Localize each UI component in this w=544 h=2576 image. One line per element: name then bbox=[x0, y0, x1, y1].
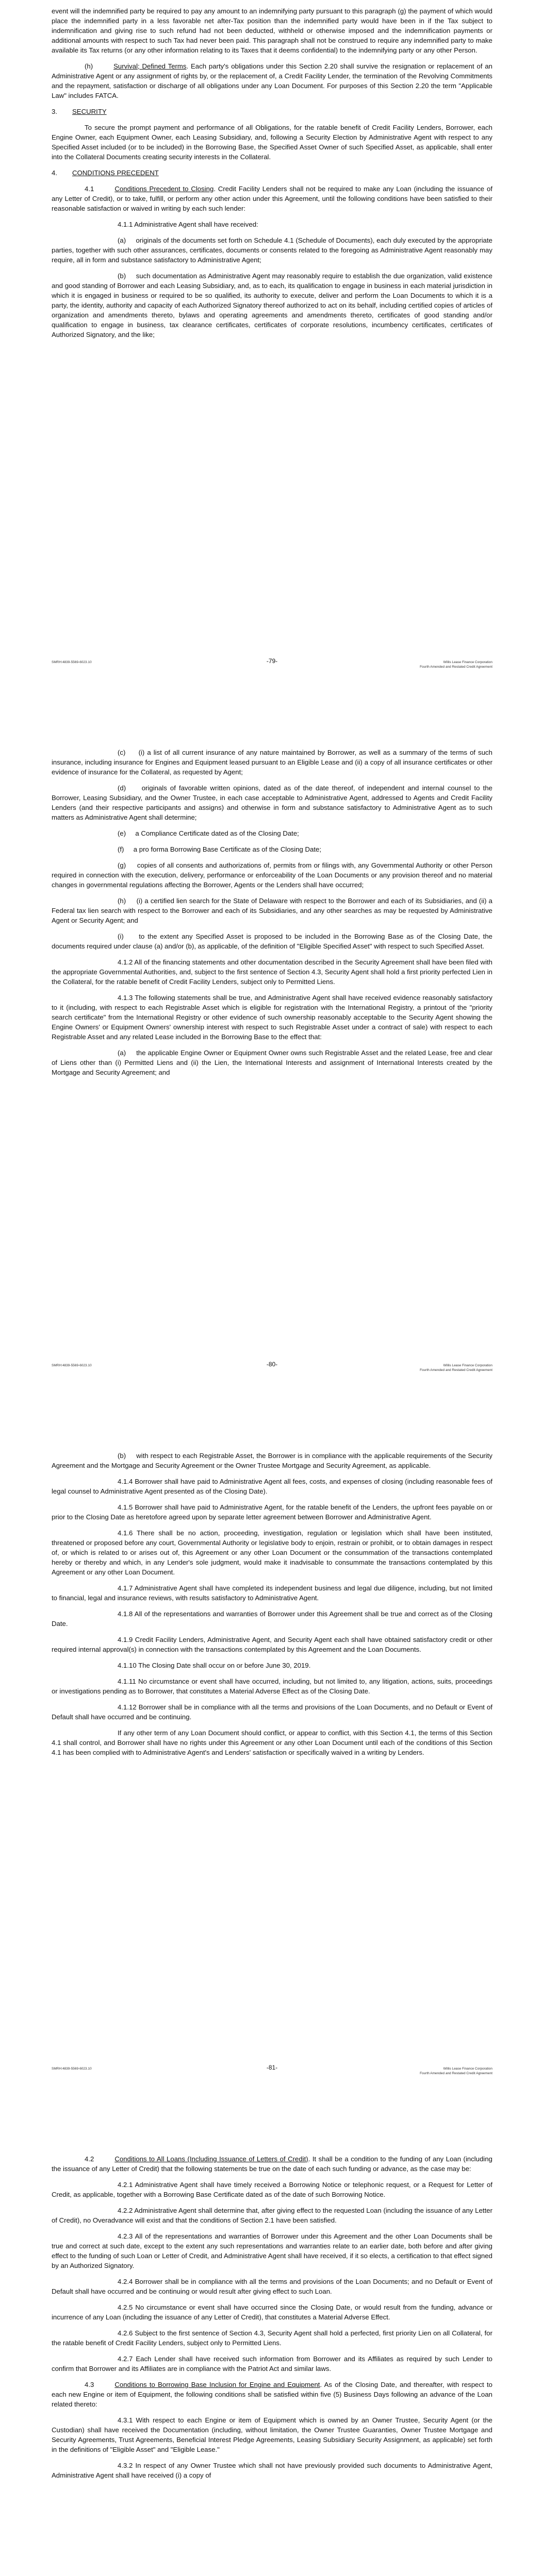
paragraph-4-1: 4.1 Conditions Precedent to Closing. Credit Facility Lenders shall not be required to make any Loan (including the issuance of any Letter of Credit), or to take, fulfill, or perform any other action under this Agreement, until the following conditions have been satisfied to their reasonable satisfaction or waived in writing by each such lender: bbox=[52, 185, 492, 212]
page-number: -80- bbox=[266, 1361, 278, 1368]
clause-number: 4.3 bbox=[85, 2381, 94, 2388]
section-title: CONDITIONS PRECEDENT bbox=[72, 169, 159, 177]
paragraph: (a) the applicable Engine Owner or Equipment Owner owns such Registrable Asset and the related Lease, free and clear of Liens other than (i) Permitted Liens and (ii) the Lien, the International Interests and assignment of International Interests created by the Mortgage and Security Agreement; and bbox=[52, 1049, 492, 1076]
paragraph-4-2: 4.2 Conditions to All Loans (Including Issuance of Letters of Credit). It shall be a condition to the funding of any Loan (including the issuance of any Letter of Credit) that the following statements be true on the date of each such funding or advance, as the case may be: bbox=[52, 2155, 493, 2173]
paragraph: 4.1.1 Administrative Agent shall have received: bbox=[118, 221, 258, 228]
paragraph: (b) such documentation as Administrative Agent may reasonably require to establish the due organization, valid existence and good standing of Borrower and each Leasing Subsidiary, and, as to each, its qualification to engage in business in each material jurisdiction in which it is engaged in business or required to be so qualified, its authority to execute, deliver and perform the Loan Documents to which it is a party, the identity, authority and capacity of each Authorized Signatory thereof authorized to act on its behalf, including certified copies of articles of organization and amendments thereto, bylaws and operating agreements and amendments thereto, certificates of good standing and/or qualification to engage in business, tax clearance certificates, certificates of corporate resolutions, incumbency certificates, certificates of Authorized Signatory, and the like; bbox=[52, 272, 492, 338]
paragraph: 4.2.5 No circumstance or event shall have occurred since the Closing Date, or would result from the funding, advance or incurrence of any Loan (including the issuance of any Letter of Credit), that constitutes a Material Adverse Effect. bbox=[52, 2303, 492, 2321]
firm-caption bbox=[420, 1363, 492, 1372]
section-heading-3 bbox=[52, 107, 492, 116]
section-title: SECURITY bbox=[72, 108, 107, 115]
paragraph: 4.2.2 Administrative Agent shall determine that, after giving effect to the requested Loan (including the issuance of any Letter of Credit), no Overadvance will exist and that the conditions of Section 2.1 have been satisfied. bbox=[52, 2207, 492, 2224]
clause-text: As of the Closing Date, and thereafter, with respect to each new Engine or item of Equipment, the following conditions shall be satisfied within five (5) Business Days following an advance of the Loan related thereto: bbox=[52, 2381, 492, 2408]
firm-line-2: Fourth Amended and Restated Credit Agreement bbox=[420, 665, 492, 669]
paragraph: 4.3.2 In respect of any Owner Trustee which shall not have previously provided such documents to Administrative Agent, Administrative Agent shall have received (i) a copy of bbox=[52, 2462, 492, 2479]
page-body bbox=[52, 1451, 492, 1764]
page-81 bbox=[0, 1406, 544, 2110]
paragraph: (d) originals of favorable written opinions, dated as of the date thereof, of independent and internal counsel to the Borrower, Leasing Subsidiary, and the Owner Trustee, in each case acceptable to Administrative Agent, addressed to Agents and Credit Facility Lenders (and their respective participants and assigns) and otherwise in form and substance satisfactory to Administrative Agent as to such matters as Administrative Agent shall determine; bbox=[52, 784, 492, 821]
firm-line-2: Fourth Amended and Restated Credit Agreement bbox=[420, 1368, 492, 1372]
paragraph: event will the indemnified party be required to pay any amount to an indemnifying party pursuant to this paragraph (g) the payment of which would place the indemnified party in a less favorable net after-Tax position than the indemnified party would have been in if the Tax subject to indemnification and giving rise to such refund had not been deducted, withheld or otherwise imposed and the indemnification payments or additional amounts with respect to such Tax had never been paid. This paragraph shall not be construed to require any indemnified party to make available its Tax returns (or any other information relating to its Taxes that it deems confidential) to the indemnifying party or any other Person. bbox=[52, 7, 492, 54]
clause-title: Conditions Precedent to Closing bbox=[114, 185, 214, 193]
clause-text: Each party's obligations under this Section 2.20 shall survive the resignation or replacement of an Administrative Agent or any assignment of rights by, or the replacement of, a Credit Facility Lender, the termination of the Revolving Commitments and the repayment, satisfaction or discharge of all obligations under any Loan Document. For purposes of this Section 2.20 the term "Applicable Law" includes FATCA. bbox=[52, 62, 492, 99]
paragraph: To secure the prompt payment and performance of all Obligations, for the ratable benefit of Credit Facility Lenders, Borrower, each Engine Owner, each Equipment Owner, each Leasing Subsidiary, and, following a Security Election by Administrative Agent with respect to any Specified Asset included (or to be included) in the Borrowing Base, the Specified Asset Owner of such Specified Asset, as applicable, shall enter into the Collateral Documents creating security interests in the Collateral. bbox=[52, 124, 492, 161]
clause-text: Credit Facility Lenders shall not be required to make any Loan (including the issuance of any Letter of Credit), or to take, fulfill, or perform any other action under this Agreement, until the following conditions have been satisfied to their reasonable satisfaction or waived in writing by each such lender: bbox=[52, 185, 492, 212]
section-number: 3. bbox=[52, 108, 57, 115]
clause-number: 4.1 bbox=[85, 185, 94, 193]
paragraph: 4.1.8 All of the representations and warranties of Borrower under this Agreement shall be true and correct as of the Closing Date. bbox=[52, 1610, 492, 1628]
page-footer bbox=[52, 657, 492, 672]
page-footer bbox=[52, 1363, 492, 1376]
paragraph: 4.1.2 All of the financing statements and other documentation described in the Security Agreement shall have been filed with the appropriate Governmental Authorities, and, subject to the first sentence of Section 4.3, Security Agent shall hold a first priority perfected Lien in the Collateral, for the ratable benefit of Credit Facility Lenders, subject only to Permitted Liens. bbox=[52, 958, 492, 986]
clause-number: 4.2 bbox=[85, 2155, 94, 2163]
clause-text: It shall be a condition to the funding of any Loan (including the issuance of any Letter of Credit) that the following statements be true on the date of each such funding or advance, as the case may be: bbox=[52, 2155, 493, 2173]
clause-title: Survival; Defined Terms bbox=[113, 62, 187, 70]
document-id: SMRH:4839-5569-6023.10 bbox=[52, 2067, 92, 2071]
page-body bbox=[52, 6, 492, 346]
page-82 bbox=[0, 2110, 544, 2576]
document-id: SMRH:4839-5569-6023.10 bbox=[52, 1364, 92, 1367]
paragraph: (c) (i) a list of all current insurance of any nature maintained by Borrower, as well as a summary of the terms of such insurance, including insurance for Engines and Equipment leased pursuant to an Eligible Lease and (ii) a copy of all insurance certificates or other evidence of insurance for the Collateral, as requested by Agent; bbox=[52, 749, 492, 776]
paragraph: 4.2.7 Each Lender shall have received such information from Borrower and its Affiliates as required by such Lender to confirm that Borrower and its Affiliates are in compliance with the Patriot Act and similar laws. bbox=[52, 2355, 492, 2372]
page-body bbox=[52, 748, 492, 1083]
paragraph: (f) a pro forma Borrowing Base Certificate as of the Closing Date; bbox=[118, 845, 322, 853]
paragraph: 4.3.1 With respect to each Engine or item of Equipment which is owned by an Owner Trustee, Security Agent (or the Custodian) shall have received the Documentation (including, without limitation, the Owner Trustee Guaranties, Owner Trustee Mortgage and Security Agreements, Trust Agreements, Beneficial Interest Pledge Agreements, Leasing Subsidiary Security Assignment, as applicable) set forth in the definitions of "Eligible Asset" and "Eligible Lease." bbox=[52, 2416, 492, 2453]
paragraph: (h) (i) a certified lien search for the State of Delaware with respect to the Borrower and each of its Subsidiaries, and (ii) a Federal tax lien search with respect to the Borrower and each of its Subsidiaries, and any other searches as may be requested by Administrative Agent or Security Agent; and bbox=[52, 897, 492, 924]
paragraph: If any other term of any Loan Document should conflict, or appear to conflict, with this Section 4.1, the terms of this Section 4.1 shall control, and Borrower shall have no rights under this Agreement or any other Loan Document until each of the conditions of this Section 4.1 has been complied with to Administrative Agent's and Lenders' satisfaction or specifically waived in a writing by Lenders. bbox=[52, 1729, 492, 1756]
paragraph: (b) with respect to each Registrable Asset, the Borrower is in compliance with the applicable requirements of the Security Agreement and the Mortgage and Security Agreement or the Owner Trustee Mortgage and Security Agreement, as applicable. bbox=[52, 1452, 492, 1469]
firm-line-1: Willis Lease Finance Corporation bbox=[443, 1364, 492, 1367]
firm-caption bbox=[420, 660, 492, 669]
page-number: -79- bbox=[266, 657, 278, 665]
page-footer bbox=[52, 2066, 492, 2079]
clause-title: Conditions to Borrowing Base Inclusion for Engine and Equipment bbox=[114, 2381, 320, 2388]
page-79 bbox=[0, 0, 544, 703]
page-number: -81- bbox=[266, 2064, 278, 2071]
paragraph: 4.1.6 There shall be no action, proceeding, investigation, regulation or legislation which shall have been instituted, threatened or proposed before any court, Governmental Authority or legislative body to enjoin, restrain or prohibit, or to obtain damages in respect of, or which is related to or arises out of, this Agreement or any other Loan Document or the consummation of the transactions contemplated hereby or thereby and which, in any Lender's sole judgment, would make it inadvisable to consummate the transactions contemplated by this Agreement or any other Loan Document. bbox=[52, 1529, 492, 1576]
section-heading-4 bbox=[52, 168, 492, 178]
paragraph: 4.1.11 No circumstance or event shall have occurred, including, but not limited to, any litigation, actions, suits, proceedings or investigations pending as to Borrower, that constitutes a Material Adverse Effect as of the Closing Date. bbox=[52, 1677, 492, 1695]
paragraph: 4.2.4 Borrower shall be in compliance with all the terms and provisions of the Loan Documents; and no Default or Event of Default shall have occurred and be continuing or would result after giving effect to such Loan. bbox=[52, 2278, 492, 2295]
section-number: 4. bbox=[52, 169, 57, 177]
paragraph: 4.1.10 The Closing Date shall occur on or before June 30, 2019. bbox=[118, 1662, 311, 1669]
paragraph: 4.1.7 Administrative Agent shall have completed its independent business and legal due diligence, including, but not limited to financial, legal and insurance reviews, with results satisfactory to Administrative Agent. bbox=[52, 1584, 492, 1602]
paragraph: 4.2.6 Subject to the first sentence of Section 4.3, Security Agent shall hold a perfected, first priority Lien on all Collateral, for the ratable benefit of Credit Facility Lenders, subject only to Permitted Liens. bbox=[52, 2329, 492, 2347]
paragraph: 4.2.1 Administrative Agent shall have timely received a Borrowing Notice or telephonic request, or a Request for Letter of Credit, as applicable, together with a Borrowing Base Certificate dated as of the date of such Borrowing Notice. bbox=[52, 2181, 492, 2198]
paragraph: 4.1.12 Borrower shall be in compliance with all the terms and provisions of the Loan Documents, and no Default or Event of Default shall have occurred and be continuing. bbox=[52, 1703, 492, 1721]
page-body bbox=[52, 2154, 492, 2486]
firm-caption bbox=[420, 2066, 492, 2076]
paragraph: 4.1.9 Credit Facility Lenders, Administrative Agent, and Security Agent each shall have obtained satisfactory credit or other required internal approval(s) in connection with the transactions contemplated by this Agreement and the Loan Documents. bbox=[52, 1636, 492, 1653]
paragraph: (i) to the extent any Specified Asset is proposed to be included in the Borrowing Base as of the Closing Date, the documents required under clause (a) and/or (b), as applicable, of the definition of "Eligible Specified Asset" with respect to such Specified Asset. bbox=[52, 933, 492, 950]
paragraph-4-3: 4.3 Conditions to Borrowing Base Inclusion for Engine and Equipment. As of the Closing Date, and thereafter, with respect to each new Engine or item of Equipment, the following conditions shall be satisfied within five (5) Business Days following an advance of the Loan related thereto: bbox=[52, 2381, 492, 2408]
paragraph-2-20h: (h) Survival; Defined Terms. Each party's obligations under this Section 2.20 shall survive the resignation or replacement of an Administrative Agent or any assignment of rights by, or the replacement of, a Credit Facility Lender, the termination of the Revolving Commitments and the repayment, satisfaction or discharge of all obligations under any Loan Document. For purposes of this Section 2.20 the term "Applicable Law" includes FATCA. bbox=[52, 62, 492, 99]
paragraph: 4.1.4 Borrower shall have paid to Administrative Agent all fees, costs, and expenses of closing (including reasonable fees of legal counsel to Administrative Agent presented as of the Closing Date). bbox=[52, 1478, 492, 1495]
paragraph: 4.1.3 The following statements shall be true, and Administrative Agent shall have received evidence reasonably satisfactory to it (including, with respect to each Registrable Asset which is eligible for registration with the International Registry, a printout of the "priority search certificate" from the International Registry or other evidence of such ownership reasonably acceptable to the Security Agent showing the Engine Owners' or Equipment Owners' ownership interest with respect to such Registrable Asset under a contract of sale) with respect to each Registrable Asset and any related Lease included in the Borrowing Base to the effect that: bbox=[52, 994, 492, 1041]
paragraph: 4.1.5 Borrower shall have paid to Administrative Agent, for the ratable benefit of the Lenders, the upfront fees payable on or prior to the Closing Date as heretofore agreed upon by separate letter agreement between Borrower and Administrative Agent. bbox=[52, 1503, 492, 1521]
firm-line-2: Fourth Amended and Restated Credit Agreement bbox=[420, 2072, 492, 2075]
clause-title: Conditions to All Loans (Including Issuance of Letters of Credit) bbox=[114, 2155, 308, 2163]
paragraph: (a) originals of the documents set forth on Schedule 4.1 (Schedule of Documents), each duly executed by the appropriate parties, together with such other assurances, certificates, documents or consents related to the foregoing as Administrative Agent reasonably may require, all in form and substance satisfactory to Administrative Agent; bbox=[52, 236, 492, 264]
document-id: SMRH:4839-5569-6023.10 bbox=[52, 660, 92, 664]
paragraph: 4.2.3 All of the representations and warranties of Borrower under this Agreement and the other Loan Documents shall be true and correct at such date, except to the extent any such representations and warranties relate to an earlier date, both before and after giving effect to the funding of such Loan or Letter of Credit, and Administrative Agent shall have received, if it so elects, a certification to that effect signed by an Authorized Signatory. bbox=[52, 2232, 492, 2269]
firm-line-1: Willis Lease Finance Corporation bbox=[443, 660, 492, 664]
paragraph: (g) copies of all consents and authorizations of, permits from or filings with, any Governmental Authority or other Person required in connection with the execution, delivery, performance or enforceability of the Loan Documents or any provision thereof and no material changes in governmental regulations affecting the Borrower, Agents or the Lenders shall have occurred; bbox=[52, 861, 492, 889]
firm-line-1: Willis Lease Finance Corporation bbox=[443, 2067, 492, 2071]
page-80 bbox=[0, 703, 544, 1406]
clause-number: (h) bbox=[85, 62, 93, 70]
paragraph: (e) a Compliance Certificate dated as of the Closing Date; bbox=[118, 829, 299, 837]
